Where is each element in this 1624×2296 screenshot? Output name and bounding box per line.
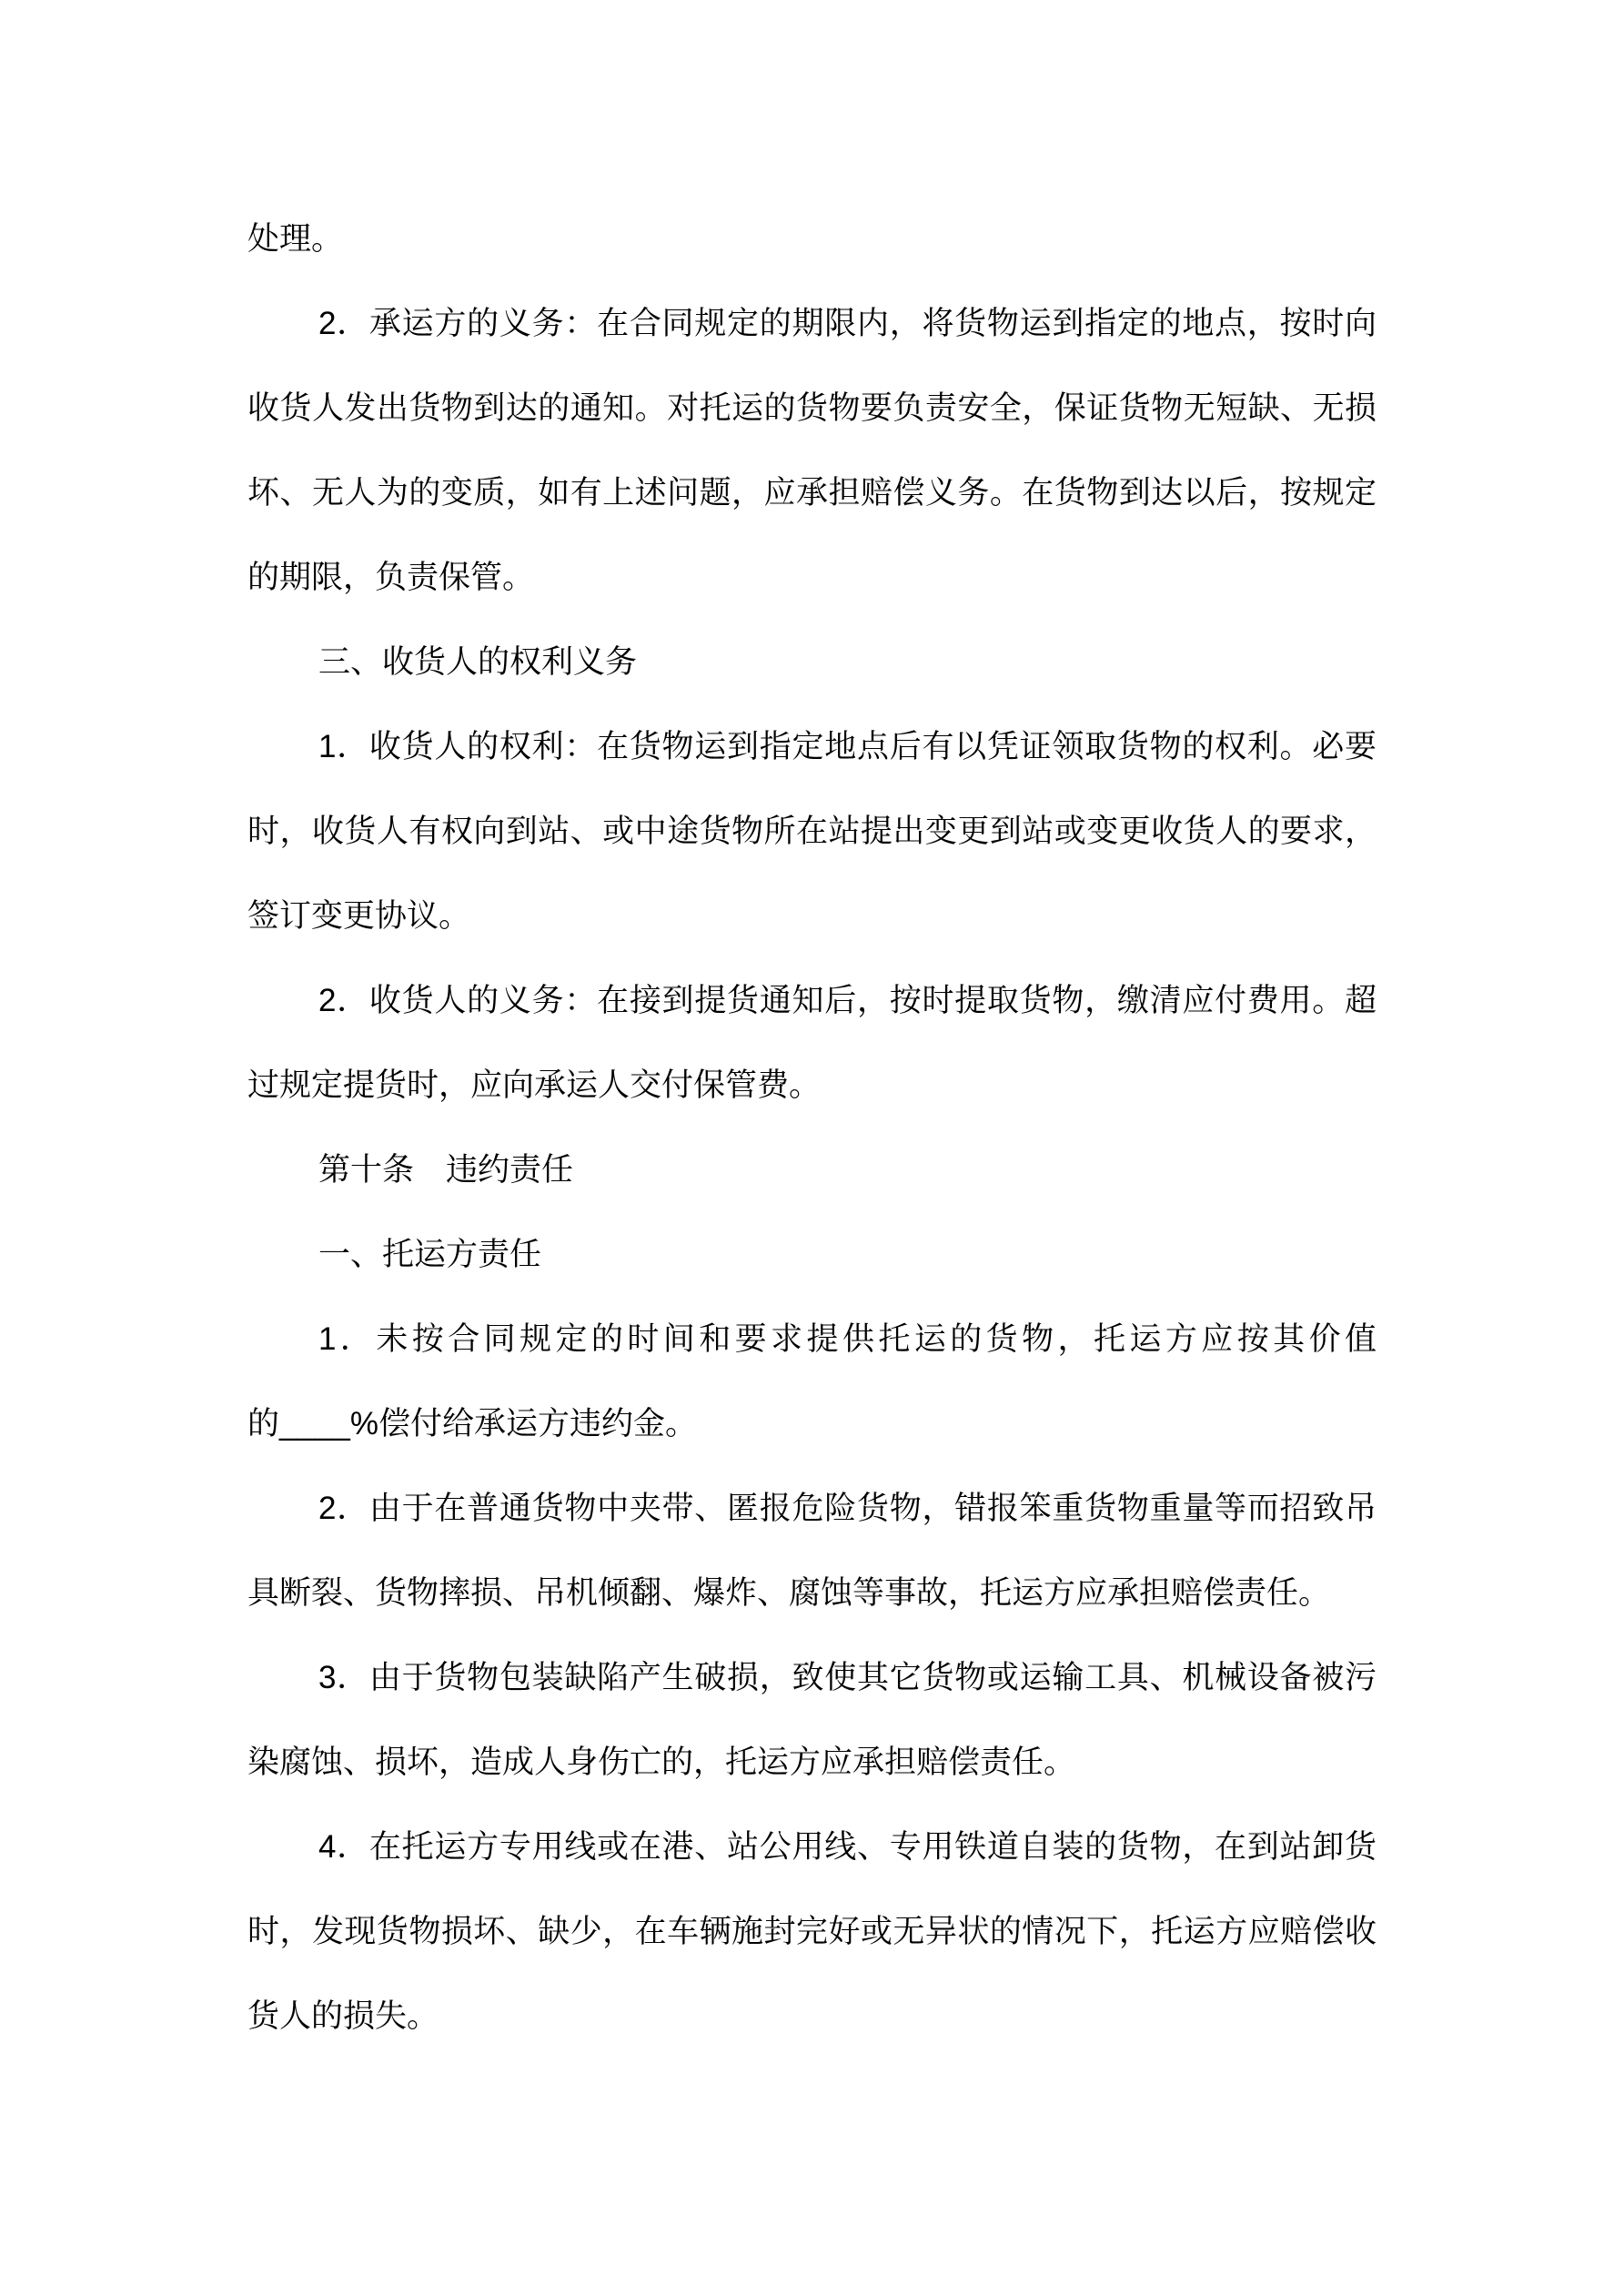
paragraph-packaging-defect-liability: 3．由于货物包装缺陷产生破损，致使其它货物或运输工具、机械设备被污染腐蚀、损坏，造成人身伤亡的，托运方应承担赔偿责任。 — [247, 1660, 1377, 1780]
paragraph-consignee-obligations: 2．收货人的义务：在接到提货通知后，按时提取货物，缴清应付费用。超过规定提货时，应向承运人交付保管费。 — [247, 983, 1377, 1103]
penalty-clause-connector: 的 — [247, 1406, 280, 1441]
fill-in-blank-underline: ____ — [279, 1406, 350, 1441]
penalty-clause-tail: %偿付给承运方违约金。 — [349, 1406, 698, 1441]
paragraph-self-loading-liability: 4．在托运方专用线或在港、站公用线、专用铁道自装的货物，在到站卸货时，发现货物损坏、缺少，在车辆施封完好或无异状的情况下，托运方应赔偿收货人的损失。 — [247, 1829, 1377, 2034]
paragraph-tail-handling: 处理。 — [247, 221, 344, 257]
paragraph-dangerous-goods-liability: 2．由于在普通货物中夹带、匿报危险货物，错报笨重货物重量等而招致吊具断裂、货物摔损、吊机倾翻、爆炸、腐蚀等事故，托运方应承担赔偿责任。 — [247, 1491, 1377, 1611]
heading-consignee-rights-obligations: 三、收货人的权利义务 — [318, 644, 638, 680]
paragraph-penalty-clause — [247, 1297, 1377, 1466]
penalty-clause-text: 1．未按合同规定的时间和要求提供托运的货物，托运方应按其价值 — [318, 1321, 1377, 1357]
paragraph-carrier-obligations: 2．承运方的义务：在合同规定的期限内，将货物运到指定的地点，按时向收货人发出货物到达的通知。对托运的货物要负责安全，保证货物无短缺、无损坏、无人为的变质，如有上述问题，应承担赔偿义务。在货物到达以后，按规定的期限，负责保管。 — [247, 306, 1377, 595]
paragraph-consignee-rights: 1．收货人的权利：在货物运到指定地点后有以凭证领取货物的权利。必要时，收货人有权向到站、或中途货物所在站提出变更到站或变更收货人的要求，签订变更协议。 — [247, 729, 1377, 934]
penalty-clause-blank-group — [247, 1406, 697, 1441]
heading-shipper-liability: 一、托运方责任 — [318, 1237, 542, 1272]
heading-article-10-breach-liability: 第十条 违约责任 — [318, 1152, 574, 1188]
